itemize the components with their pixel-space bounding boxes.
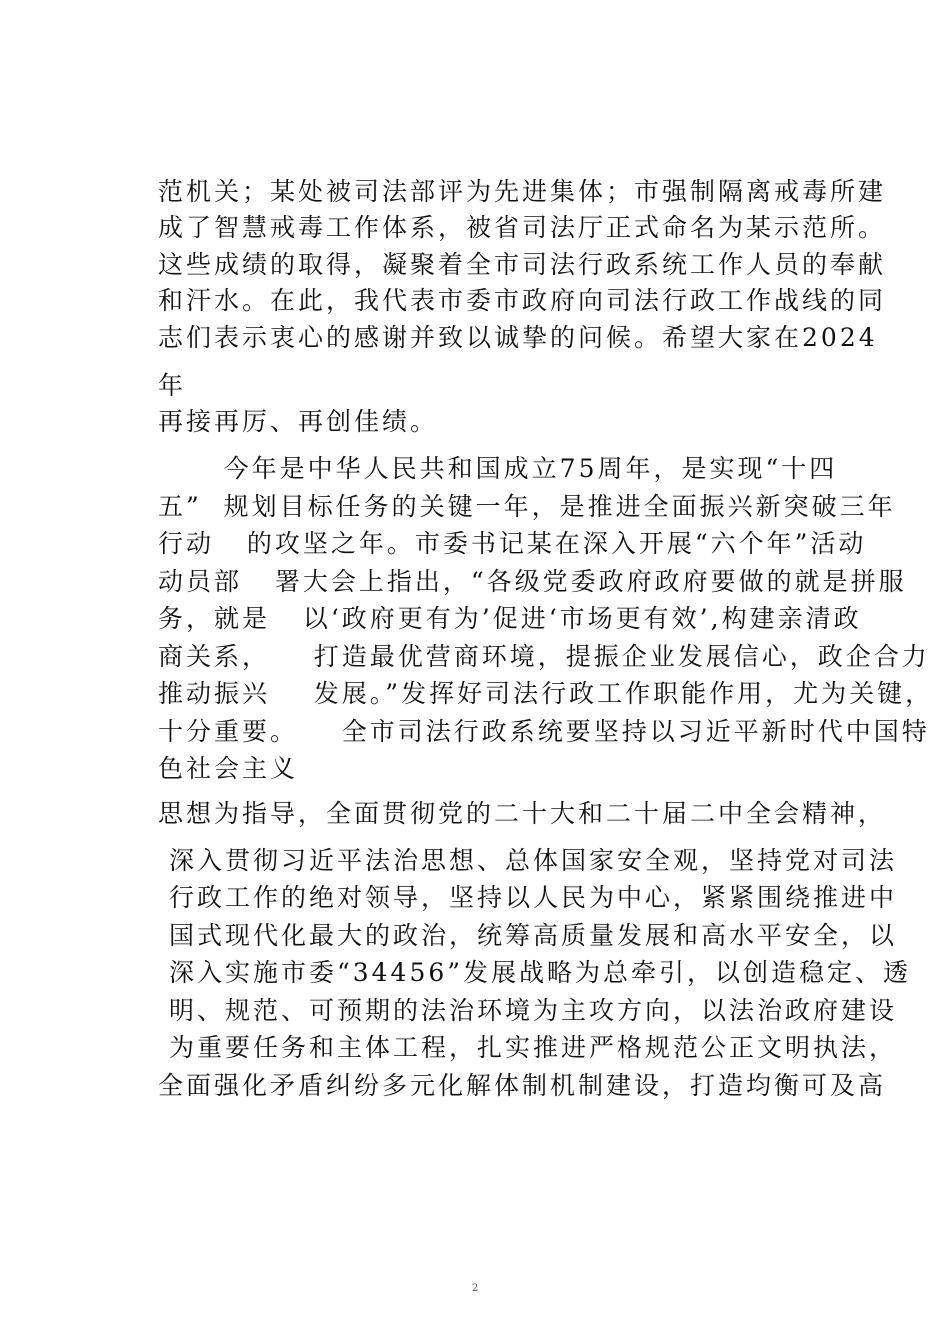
text-line: 行动 的攻坚之年。市委书记某在深入开展“六个年”活动 bbox=[158, 529, 867, 558]
text-line: 务，就是 以‘政府更有为’促进‘市场更有效’,构建亲清政 bbox=[158, 604, 862, 633]
text-line: 全面强化矛盾纠纷多元化解体制机制建设，打造均衡可及高 bbox=[158, 1071, 887, 1100]
text-line: 这些成绩的取得，凝聚着全市司法行政系统工作人员的奉献 bbox=[158, 250, 887, 279]
text-line: 深入实施市委“34456”发展战略为总牵引，以创造稳定、透 bbox=[158, 958, 912, 987]
text-line: 色社会主义 bbox=[158, 754, 299, 783]
text-line: 再接再厉、再创佳绩。 bbox=[158, 407, 439, 436]
text-line: 五” 规划目标任务的关键一年，是推进全面振兴新突破三年 bbox=[158, 492, 896, 521]
text-line: 和汗水。在此，我代表市委市政府向司法行政工作战线的同 bbox=[158, 286, 887, 315]
text-line: 志们表示衷心的感谢并致以诚挚的问候。希望大家在2024 bbox=[158, 323, 878, 352]
text-line: 推动振兴 发展。”发挥好司法行政工作职能作用，尤为关键， bbox=[158, 679, 934, 708]
text-line: 范机关；某处被司法部评为先进集体；市强制隔离戒毒所建 bbox=[158, 177, 887, 206]
text-line: 为重要任务和主体工程，扎实推进严格规范公正文明执法， bbox=[158, 1033, 897, 1062]
text-line: 思想为指导，全面贯彻党的二十大和二十届二中全会精神， bbox=[158, 799, 887, 828]
page-number: 2 bbox=[471, 1283, 479, 1294]
text-line: 动员部 署大会上指出，“各级党委政府政府要做的就是拼服 bbox=[158, 567, 907, 596]
text-line: 十分重要。 全市司法行政系统要坚持以习近平新时代中国特 bbox=[158, 717, 930, 746]
text-line: 成了智慧戒毒工作体系，被省司法厅正式命名为某示范所。 bbox=[158, 213, 887, 242]
text-line: 国式现代化最大的政治，统筹高质量发展和高水平安全，以 bbox=[158, 921, 897, 950]
text-line: 深入贯彻习近平法治思想、总体国家安全观，坚持党对司法 bbox=[158, 846, 897, 875]
text-line: 明、规范、可预期的法治环境为主攻方向，以法治政府建设 bbox=[158, 996, 897, 1025]
text-line: 商关系， 打造最优营商环境，提振企业发展信心，政企合力 bbox=[158, 642, 930, 671]
text-line: 今年是中华人民共和国成立75周年，是实现“十四 bbox=[158, 454, 838, 483]
text-line: 年 bbox=[158, 371, 187, 400]
text-line: 行政工作的绝对领导，坚持以人民为中心，紧紧围绕推进中 bbox=[158, 883, 897, 912]
